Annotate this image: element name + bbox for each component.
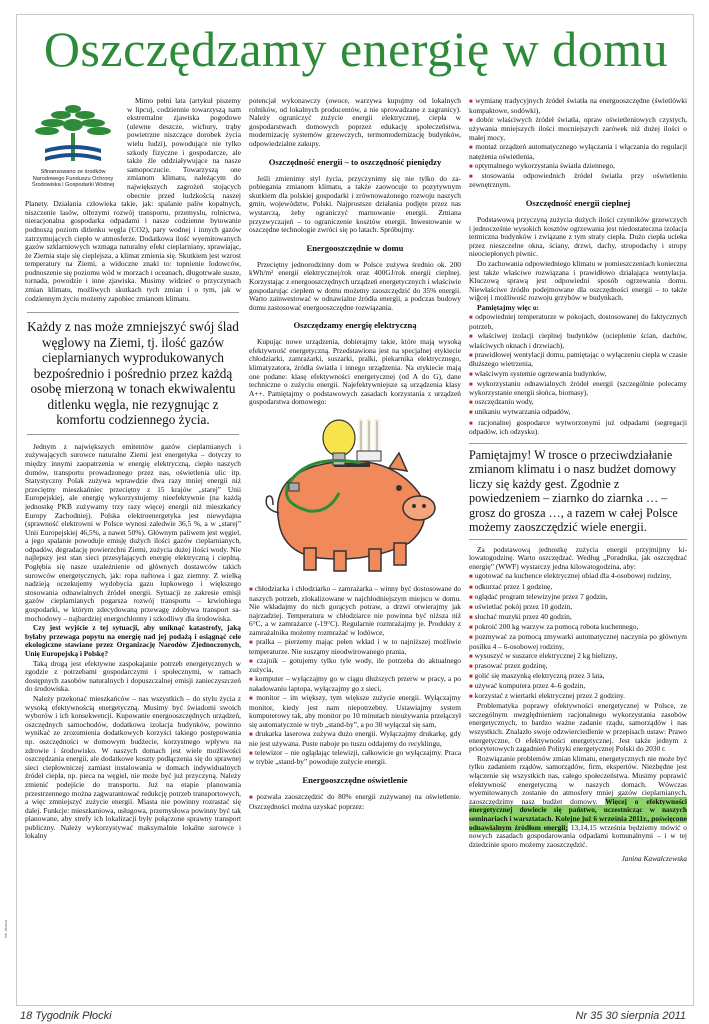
list-item: ■ oświetlać pokój przez 10 godzin, <box>469 603 687 613</box>
light-bulb-icon <box>323 420 355 465</box>
list-item: ■ prawidłowej wentylacji domu, pamiętając o wyłączeniu ciepła w czasie dłuższego wietrzenia, <box>469 351 687 369</box>
body-paragraph: Do zachowania odpowiedniego klimatu w pomieszczeniach konieczna jest także właściwe rozwiązana i prawidłowo działająca wentylacja. Kluczową sprawą jest odpowiedni sposób ogrzewania domu. Niewłaściwe źródło podejmowane dla oszczędności energii – to także wiğcej i możliwość rozwoju grzybów w budynkach. <box>469 258 687 303</box>
list-item: ■ odkurzać przez 1 godzinę, <box>469 583 687 593</box>
body-paragraph: Za podstawową jednostkę zużycia energii przyjmijmy kilowatogodzinę. Warto oszczędzać. Według „Poradnika, jak oszczędzać energię” (WWF) wystarczy jedna kilowatogodzina, aby: <box>469 544 687 571</box>
article-title: Oszczędzamy energię w domu <box>43 21 669 77</box>
list-item: ■ chłodziarka i chłodziarko – zamrażarka – winny być dostosowane do naszych potrzeb, zlokalizowane w najchłodniejszym miejscu w domu. Nie wkładajmy do nich gorących potraw, a drzwi otwierajmy jak najrzadziej. Temperatura w chłodziarce nie powinna być niższa niż 6°C, a w zamrażarce (-19°C). Regularnie rozmrażajmy je. Produkty z zamrażalnika możemy rozmrażać w lodówce, <box>249 585 461 638</box>
highlighted-seminar-note: Więcej o efektywności energetycznej dowiecie się państwo, uczestnicząc w naszych seminariach i warsztatach. Kolejne już 6 września 2011r., poświęcone odnawialnym źródłom energii; <box>469 796 687 832</box>
lighting-tips-list <box>469 97 687 190</box>
list-item: ■ montaż urządzeń automatycznego wyłączania i włączania do regulacji natężenia oświetlenia, <box>469 143 687 161</box>
list-item: ■ pralka – pierzemy mając pełen wkład i w to najniższej możliwie temperaturze. Nie susząmy nieodwirowanego prania, <box>249 638 461 656</box>
section-heading: Energooszczędnie w domu <box>306 242 404 253</box>
body-paragraph: Podstawową przyczyną zużycia dużych ilości czynników grzewczych i jednocześnie wysokich kosztów ogrzewania jest niedostateczna izolacja termiczna budynków i związane z tym straty ciepła. Dużo ciepła ucieka przez nieszczelne okna, ściany, drzwi, dachy, stropodachy i stropy nieociepłonych piwnic. <box>469 214 687 259</box>
body-paragraph: Problematyka poprawy efektywności energetycznej w Polsce, ze szczególnym uwzględnieniem racjonalnego wykorzystania zasobów energetycznych, to bardzo ważne zadanie rządu, samorządów i nas wszystkich. Znalazło swoje odzwierciedlenie w przepisach ustaw: Prawo energetyczne, O efektywności energetycznej. Jest także jednym z priorytetowych zagadnień Polityki energetycznej Polski do 2030 r. <box>469 701 687 754</box>
remember-label: Pamiętajmy więc o: <box>477 302 539 312</box>
list-item: ■ pozwala zaoszczędzić do 80% energii zużywanej na oświetlenie. Oszczędności można uzyskać poprzez: <box>249 793 461 811</box>
closing-paragraph <box>469 755 687 850</box>
section-heading: Energooszczędne oświetlenie <box>302 774 408 785</box>
list-item: ■ wysuszyć w suszarce elektrycznej 2 kg bielizny, <box>469 652 687 662</box>
body-paragraph: Jednym z największych emitentów gazów cieplarnianych i zużywających surowce naturalne Ziemi jest energetyka – dotyczy to między innymi zaopatrzenia w energię elektryczną, ciepło naszych domów, transportu prowadzonego przez nas, oświetlenia ulic itp. Statystyczny Polak zużywa wprawdzie dwa razy mniej energii niż przeciętny mieszkańniec przeciętny z 15 krajów „starej” Unii Europejskiej, ale energię wykorzystujemy nieefektywnie (na każdą jednostkę PKB zużywamy trzy razy więcej energii niż mieszkańcy Europy Zachodniej). Polska elektroenergetyka jest niewydajna (sprawność elektrowni w Polsce wynosi zaledwie 36,5 %, a w „starej” Unii Europejskiej 46,5%, a nawet 50%). Głównym paliwem jest węgiel, a jego spalanie powoduje emisję dużych ilości gazów cieplarnianych, odpadów, degradację powierzchni Ziemi, zużycia dużej ilości wody. Nie najlepszy jest stan sieci przesyłających energię elektryczną i cieplną. Pogłębia się nasze uzależnienie od głównych dostawców takich surowców energetycznych, jak: ropa naftowa i gaz ziemny. Z wielką nadzieją oczekujemy wydobycia gazu łupkowego i większego stosowania odnawialnych źródeł energii. Sytuacji ze zakresie emisji gazów cieplarnianych pogarsza rozwój transportu – krwiobiegu gospodarki, w którym zdecydowaną przewagę zdobywa transport samochodowy – najbardziej energochłonny i szkodliwy dla środowiska. <box>25 441 241 623</box>
list-item: ■ słuchać muzyki przez 40 godzin, <box>469 613 687 623</box>
column-1 <box>25 97 241 997</box>
intro-paragraph: Mimo pełni lata (artykuł piszemy w lipcu), codziennie towarzyszą nam ekstremalne zjawiska pogodowe (ulewne deszcze, wichury, trąby powietrzne niszczące dorobek życia wielu ludzi), powodujące nie tylko szkody fizyczne i gospodarcze, ale także źle oddziaływujące na nasze samopoczucie. Towarzyszą one zmianom klimatu, należącym do największych zagrożeń stojących obecnie przed ludzkością naszej Planety. Działania człowieka takie, jak: spalanie paliw kopalnych, niszczenie lasów, olbrzymi rozwój transportu, przemysłu, rolnictwa, nieracjonalna gospodarka odpadami i nasze codzienne bytowanie podnoszą poziom ditlenku węgla (CO2), pary wodnej i innych gazów zatrzymujących ciepło w atmosferze. Dodatkowa ilość wyemitowanych gazów szklarniowych wzmaga naturalny efekt cieplarniany, sprawiając, że Ziemia staje się cieplejsza, a klimat zmienia się. Skutkiem jest wzrost temperatury na Ziemi, a widoczne znaki to: topnienie lodowców, podnoszenie się poziomu wód w morzach i oceanach, długotrwałe susze, tornada, powodzie i inne zjawiska. Musimy widzieć o przyczynach zmian klimatu, możliwych skutkach tych zmian i o tym, jak w codziennym życiu możemy zapobiec zmianom klimatu. <box>25 97 241 303</box>
section-heading: Oszczędność energii – to oszczędność pieniędzy <box>268 156 442 167</box>
list-item: ■ pokroić 200 kg warzyw za pomocą robota kuchennego, <box>469 623 687 633</box>
list-item: ■ oszczędzaniu wody, <box>469 398 687 408</box>
list-item: ■ drukarka laserowa zużywa dużo energii. Wyłączajmy drukarkę, gdy nie jest używana. Puste naboje po tuszu oddajemy do recyklingu, <box>249 730 461 748</box>
list-item: ■ używać komputera przez 4–6 godzin, <box>469 682 687 692</box>
list-item: ■ pozmywać za pomocą zmywarki automatycznej naczynia po głównym posiłku 4 – 6-osobowej rodziny, <box>469 633 687 651</box>
list-item: ■ golić się maszynką elektryczną przez 3 lata, <box>469 672 687 682</box>
body-paragraph: Jeśli zmienimy styl życia, przyczynimy się nie tylko do zapobiegania zmianom klimatu, a także zaowocuje to pozytywnym skutkiem dla polskiej gospodarki i zrównoważonego rozwoju naszych gmin, województw, Polski. Najprostsze działania podjęte przez nas wystarczą, żeby ograniczyć marnowanie energii. Zmiana przyzwyczajeń – to ograniczenie kosztów energii. Inwestowanie w oszczędne technologie zwróci się po latach. Spróbujmy. <box>249 173 461 235</box>
list-item: ■ komputer – wyłączajmy go w ciągu dłuższych przerw w pracy, a po naładowaniu laptopa, wyłączajmy go z sieci, <box>249 675 461 693</box>
list-item: ■ ugotować na kuchence elektrycznej obiad dla 4-osobowej rodziny, <box>469 572 687 582</box>
list-item: ■ racjonalnej gospodarce wytworzonymi już odpadami (segregacji odpadów, ich odzysku). <box>469 419 687 437</box>
body-paragraph: Przeciętny jednorodzinny dom w Polsce zużywa średnio ok. 200 kWh/m² energii elektrycznej/rok oraz 400GJ/rok energii cieplnej. Korzystając z energooszczędnych urządzeń energetycznych i właściwie gospodarując ciepłem w domu możemy zaoszczędzić do 35% energii. Warto zainwestować w odnawialne źródła energii, a podczas budowy domu zastosować energooszczędne rozwiązania. <box>249 259 461 312</box>
closing-text: Rozwiązanie problemów zmian klimatu, energetycznych nie może być tylko zadaniem rządów, samorządów, firm, ekspertów. Niezbędne jest włączenie się wszystkich nas, całego społeczeństwa. Musimy poprawić efektywność energetyczną w naszych domach. Wówczas wyemitowanych zostanie do atmosfery mniej gazów cieplarnianych, zaoszczędzimy nasz budżet domowy. <box>469 753 687 806</box>
footer-issue-date: Nr 35 30 sierpnia 2011 <box>575 1010 686 1022</box>
list-item: ■ oglądać program telewizyjne przez 7 godzin, <box>469 593 687 603</box>
bold-question-paragraph: Czy jest wyjście z tej sytuacji, aby uniknąć katastrofy, jaką byłaby przewaga popytu na energię nad jej podażą i osiągnąć cele ekologiczne stawiane przez Organizację Narodów Zjednoczonych, Unię Europejską i Polskę? <box>25 623 241 658</box>
column-2 <box>249 97 461 997</box>
list-item: ■ telewizor – nie oglądając telewizji, całkowicie go wyłączajmy. Praca w trybie „stand-by” powoduje zużycie energii. <box>249 749 461 767</box>
list-item: ■ korzystać z wiertarki elektrycznej przez 2 godziny. <box>469 692 687 702</box>
kwh-examples-list <box>469 572 687 701</box>
piggy-bank-icon <box>249 413 461 579</box>
list-item: ■ dobór właściwych źródeł światła, opraw oświetleniowych czystych, używania mniejszych ilości mocniejszych zarówek niż dużej ilości o małej mocy, <box>469 116 687 143</box>
appliance-tips-list <box>249 585 461 767</box>
section-heading: Oszczędność energii cieplnej <box>525 197 631 208</box>
list-item: ■ stosowania odpowiednich źródeł światła przy oświetleniu zewnętrznym. <box>469 172 687 190</box>
body-paragraph: Taką drogą jest efektywne zaspokajanie potrzeb energetycznych w zgodzie z potrzebami gospodarczymi i społecznymi, w ramach dostępnych zasobów naturalnych i dopuszczalnej emisji zanieczyszczeń do środowiska. <box>25 658 241 694</box>
list-item: ■ unikaniu wytwarzania odpadów, <box>469 408 687 418</box>
list-item: ■ prasować przez godzinę, <box>469 662 687 672</box>
pull-quote-remember: Pamiętajmy! W trosce o przeciwdziałanie zmianom klimatu i o nasz budżet domowy liczy się każdy gest. Zgodnie z powiedzeniem – ziarnko do ziarnka … – grosz do grosza …, a razem w całej Polsce możemy zaoszczędzić wiele energii. <box>469 443 687 540</box>
list-item: ■ czajnik – gotujemy tylko tyle wody, ile potrzeba do aktualnego zużycia, <box>249 657 461 675</box>
author-signature: Janina Kawałczewska <box>621 854 687 864</box>
photo-credit: fot. Abaca <box>3 920 8 938</box>
heating-tips-list <box>469 313 687 436</box>
list-item: ■ właściwym systemie ogrzewania budynków, <box>469 370 687 380</box>
footer-page-publication: 18 Tygodnik Płocki <box>20 1010 112 1022</box>
tree-logo-icon <box>25 97 121 167</box>
nfosigw-logo <box>25 97 121 197</box>
list-item: ■ wykorzystaniu odnawialnych źródeł energii (szczególnie polecamy wykorzystanie energii słońca, biomasy), <box>469 380 687 398</box>
lighting-list <box>249 793 461 811</box>
body-paragraph: Należy przekonać mieszkańców – nas wszystkich – do stylu życia z wysoką efektywnością energetyczną. Musimy być świadomi swoich wyborów i ich konsekwencji. Kupowanie energooszczędnych urządzeń, oszczędnych samochodów, dodatkowa izolacja budynków, powinno wynikać ze zrozumienia dodatkowych korzyści takiego postępowania np. oszczędności w domowym budżecie, korzystnego wpływu na zdrowie i środowisko. W naszych domach jest wiele możliwości oszczędzania energii, ale dodatkowe koszty podłączenia się do sprawnej sieci ciepłowniczej zamiast instalowania w domach indywidualnych źródeł ciepła, np. pieca na węgiel, nie może być już przyczyną. Należy zmienić podejście do transportu. Już na etapie planowania przestrzennego można zagwarantować redukcję potrzeb transportowych, a więc zmniejszyć zużycie energii. Miasta nie powinny rozrastać się dalej. Funkcje: mieszkaniowa, usługowa, przemysłowa powinny być tak planowane, aby strefy ich lokalizacji były połączone sprawny transport publiczny. Należy wykorzystywać maksymalnie lokalne surowce i lokalny <box>25 693 241 841</box>
list-item: ■ właściwej izolacji cieplnej budynków (ocieplenie ścian, dachów, właściwych oknach i drzwiach), <box>469 332 687 350</box>
article-page <box>16 14 694 1006</box>
closing-text-end: 13,14,15 września będziemy mówić o nowych zasadach gospodarowania odpadami komunalnymi – i w tej dziedzinie sporo możemy zaoszczędzić. <box>469 822 687 849</box>
body-paragraph: potencjał wykonawczy (owoce, warzywa kupujmy od lokalnych rolników, od lokalnych producentów, a nie sprowadzane z zagranicy). Należy ograniczyć zużycie energii elektrycznej, ciepła w gospodarstwach domowych poprzez edukację społeczeństwa, modernizację systemów grzewczych, termomodernizację budynków, odpowiedzialne zakupy. <box>249 97 461 148</box>
section-heading: Oszczędzamy energię elektryczną <box>293 320 417 331</box>
list-item: ■ optymalnego wykorzystania światła dziennego, <box>469 162 687 172</box>
list-item: ■ monitor – im większy, tym większe zużycie energii. Wyłączajmy monitor, kiedy jest nam niepotrzebny. Ustawiajmy system komputerowy tak, aby monitor po 10 minutach nieużywania przełączył się automatycznie w tryb „stand-by”, a po 30 wyłączał się sam, <box>249 694 461 729</box>
body-paragraph: Kupując nowe urządzenia, dobierajmy takie, które mają wysoką efektywność energetyczną. Przedstawiona jest na specjalnej etykiecie chłodziarki, zamrażarki, suszarki, pralki, piekarnika elektrycznego, klimatyzatora, źródła światła i innego urządzenia. Na etykiecie mają one podane: klasę efektywności energetycznej (od A do G), dane techniczne o zużyciu energii. Najefektywniejsze są urządzenia klasy A++. Pamiętajmy o podstawowych zasadach korzystania z urządzeń gospodarstwa domowego: <box>249 337 461 407</box>
column-3 <box>469 97 687 997</box>
list-item: ■ wymianę tradycyjnych źródeł światła na energooszczędne (świetlówki kompaktowe, sodówki), <box>469 97 687 115</box>
list-item: ■ odpowiedniej temperaturze w pokojach, dostosowanej do faktycznych potrzeb, <box>469 313 687 331</box>
pull-quote-footprint: Każdy z nas może zmniejszyć swój ślad węglowy na Ziemi, tj. ilość gazów cieplarnianych wyprodukowanych bezpośrednio i pośrednio przez każdą osobę mierzoną w tonach ekwiwalentu ditlenku węgla, nie rezygnując z komfortu codziennego życia. <box>27 312 239 435</box>
compact-fluorescent-bulb-icon <box>357 421 381 461</box>
piggy-bank-illustration <box>249 413 461 579</box>
logo-caption: Sfinansowano ze środków Narodowego Funduszu Ochrony Środowiska i Gospodarki Wodnej <box>31 169 115 189</box>
